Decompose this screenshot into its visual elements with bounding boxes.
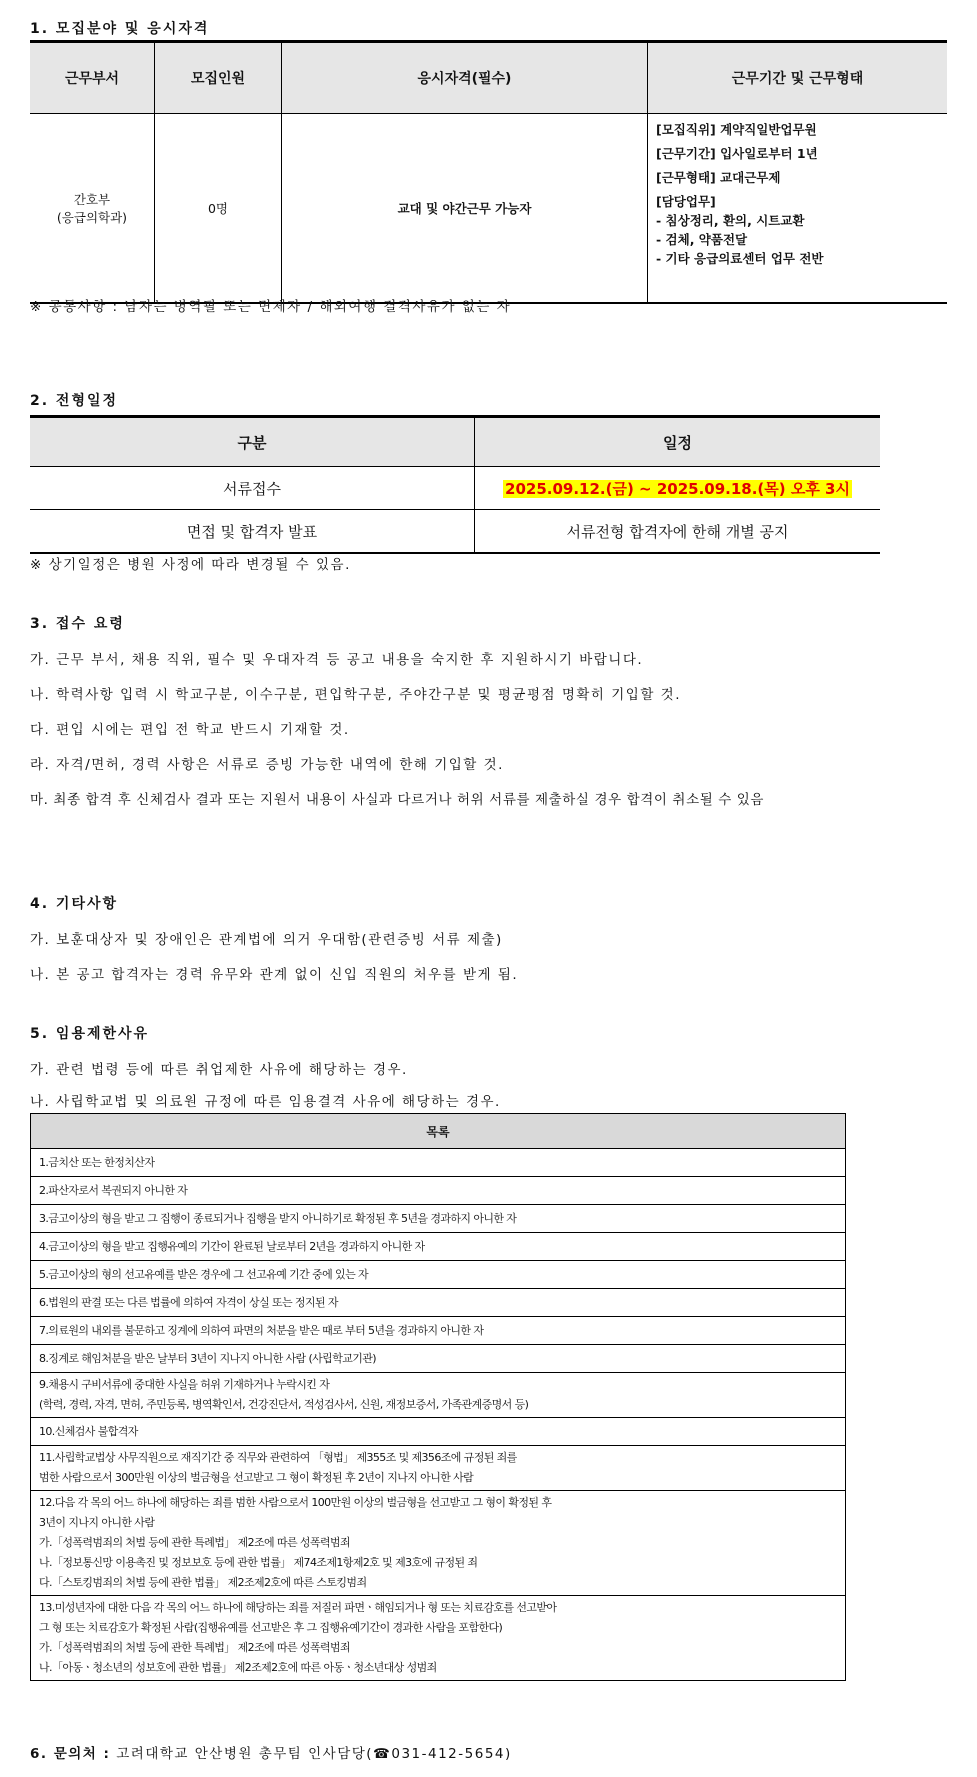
dept-line2: (응급의학과) — [56, 210, 128, 225]
row-text: 그 형 또는 치료감호가 확정된 사람(집행유예를 선고받은 후 그 집행유예기간이 경과한 사람을 포함한다) — [39, 1621, 503, 1634]
term-line: [모집직위] 계약직일반업무원 — [656, 122, 817, 137]
row-text: 3.금고이상의 형을 받고 그 집행이 종료되거나 집행을 받지 아니하기로 확정된 후 5년을 경과하지 아니한 자 — [39, 1211, 517, 1225]
apply-item: 라. 자격/면허, 경력 사항은 서류로 증빙 가능한 내역에 한해 기입할 것. — [30, 757, 504, 773]
table-row — [31, 1205, 846, 1233]
section1-title: 1. 모집분야 및 응시자격 — [30, 21, 210, 37]
term-line: - 검체, 약품전달 — [656, 232, 748, 247]
dept-line1: 간호부 — [73, 192, 111, 207]
disqualification-table — [30, 1113, 846, 1681]
row-text: 가.「성폭력범죄의 처벌 등에 관한 특례법」 제2조에 따른 성폭력범죄 — [39, 1536, 351, 1549]
row-text: 범한 사람으로서 300만원 이상의 벌금형을 선고받고 그 형이 확정된 후 2년이 지나지 아니한 사람 — [39, 1471, 474, 1484]
misc-item: 나. 본 공고 합격자는 경력 유무와 관계 없이 신입 직원의 처우를 받게 됨. — [30, 967, 519, 983]
row-text: 2.파산자로서 복권되지 아니한 자 — [39, 1183, 188, 1197]
section5-title: 5. 임용제한사유 — [30, 1026, 150, 1042]
row-text: (학력, 경력, 자격, 면허, 주민등록, 병역확인서, 건강진단서, 적성검사서, 신원, 재정보증서, 가족관계증명서 등) — [39, 1398, 529, 1411]
table-row — [31, 1317, 846, 1345]
row-text: 나.「아동ㆍ청소년의 성보호에 관한 법률」 제2조제2호에 따른 아동ㆍ청소년대상 성범죄 — [39, 1661, 437, 1674]
header-schedule: 일정 — [475, 417, 881, 467]
table-row — [31, 1446, 846, 1491]
table-row — [31, 1289, 846, 1317]
apply-item: 마. 최종 합격 후 신체검사 결과 또는 지원서 내용이 사실과 다르거나 허위 서류를 제출하실 경우 합격이 취소될 수 있음 — [30, 792, 765, 808]
section4-title: 4. 기타사항 — [30, 896, 119, 912]
highlighted-date: 2025.09.12.(금) ~ 2025.09.18.(목) 오후 3시 — [505, 479, 850, 498]
header-qualification: 응시자격(필수) — [282, 42, 648, 114]
section2-title: 2. 전형일정 — [30, 393, 119, 409]
cell-count: 0명 — [155, 114, 282, 304]
table-row — [31, 1596, 846, 1681]
row-text: 나.「정보통신망 이용촉진 및 정보보호 등에 관한 법률」 제74조제1항제2호 및 제3호에 규정된 죄 — [39, 1556, 478, 1569]
table-row — [31, 1373, 846, 1418]
table-row — [31, 1149, 846, 1177]
schedule-table — [30, 415, 880, 554]
row-text: 가.「성폭력범죄의 처벌 등에 관한 특례법」 제2조에 따른 성폭력범죄 — [39, 1641, 351, 1654]
row-text: 10.신체검사 불합격자 — [39, 1424, 138, 1438]
schedule-value: 서류전형 합격자에 한해 개별 공지 — [475, 510, 881, 554]
row-text: 6.법원의 판결 또는 다른 법률에 의하여 자격이 상실 또는 정지된 자 — [39, 1295, 338, 1309]
term-line: [근무기간] 입사일로부터 1년 — [656, 146, 818, 161]
table-row — [31, 1261, 846, 1289]
table-row — [31, 1233, 846, 1261]
section1-note: ※ 공통사항 : 남자는 병역필 또는 면제자 / 해외여행 결격사유가 없는 자 — [30, 299, 512, 315]
row-text: 9.채용시 구비서류에 중대한 사실을 허위 기재하거나 누락시킨 자 — [39, 1378, 330, 1391]
row-text: 3년이 지나지 아니한 사람 — [39, 1516, 155, 1529]
section2-note: ※ 상기일정은 병원 사정에 따라 변경될 수 있음. — [30, 557, 351, 573]
header-dept: 근무부서 — [30, 42, 155, 114]
contact-label: 6. 문의처 : — [30, 1746, 111, 1762]
contact — [30, 1742, 512, 1762]
apply-item: 다. 편입 시에는 편입 전 학교 반드시 기재할 것. — [30, 722, 350, 738]
table-row — [31, 1177, 846, 1205]
apply-item: 나. 학력사항 입력 시 학교구분, 이수구분, 편입학구분, 주야간구분 및 평균평점 명확히 기입할 것. — [30, 687, 682, 703]
apply-item: 가. 근무 부서, 채용 직위, 필수 및 우대자격 등 공고 내용을 숙지한 후 지원하시기 바랍니다. — [30, 652, 644, 668]
header-terms: 근무기간 및 근무형태 — [648, 42, 948, 114]
row-text: 11.사립학교법상 사무직원으로 재직기간 중 직무와 관련하여 「형법」 제355조 및 제356조에 규정된 죄를 — [39, 1451, 517, 1464]
contact-value: 고려대학교 안산병원 총무팀 인사담당(☎031-412-5654) — [116, 1746, 512, 1762]
restriction-item: 나. 사립학교법 및 의료원 규정에 따른 임용결격 사유에 해당하는 경우. — [30, 1094, 501, 1110]
table-row — [31, 1345, 846, 1373]
cell-terms — [648, 114, 948, 304]
row-text: 다.「스토킹범죄의 처벌 등에 관한 법률」 제2조제2호에 따른 스토킹범죄 — [39, 1576, 367, 1589]
row-text: 13.미성년자에 대한 다음 각 목의 어느 하나에 해당하는 죄를 저질러 파면ㆍ해임되거나 형 또는 치료감호를 선고받아 — [39, 1601, 557, 1614]
row-text: 8.징계로 해임처분을 받은 날부터 3년이 지나지 아니한 사람 (사립학교기관) — [39, 1351, 377, 1365]
header-count: 모집인원 — [155, 42, 282, 114]
cell-dept — [30, 114, 155, 304]
term-line: - 침상정리, 환의, 시트교환 — [656, 213, 805, 228]
term-line: [담당업무] — [656, 194, 716, 209]
header-category: 구분 — [30, 417, 475, 467]
table-row — [31, 1418, 846, 1446]
schedule-label: 서류접수 — [30, 467, 475, 510]
term-line: [근무형태] 교대근무제 — [656, 170, 781, 185]
cell-qualification: 교대 및 야간근무 가능자 — [282, 114, 648, 304]
row-text: 5.금고이상의 형의 선고유예를 받은 경우에 그 선고유예 기간 중에 있는 자 — [39, 1267, 369, 1281]
row-text: 1.금치산 또는 한정치산자 — [39, 1155, 155, 1169]
schedule-label: 면접 및 합격자 발표 — [186, 522, 318, 541]
table-row — [31, 1491, 846, 1596]
row-text: 12.다음 각 목의 어느 하나에 해당하는 죄를 범한 사람으로서 100만원 이상의 벌금형을 선고받고 그 형이 확정된 후 — [39, 1496, 552, 1509]
table-header: 목록 — [31, 1114, 846, 1149]
section3-title: 3. 접수 요령 — [30, 616, 125, 632]
row-text: 7.의료원의 내외를 불문하고 징계에 의하여 파면의 처분을 받은 때로 부터 5년을 경과하지 아니한 자 — [39, 1323, 484, 1337]
misc-item: 가. 보훈대상자 및 장애인은 관계법에 의거 우대함(관련증빙 서류 제출) — [30, 932, 503, 948]
restriction-item: 가. 관련 법령 등에 따른 취업제한 사유에 해당하는 경우. — [30, 1062, 408, 1078]
term-line: - 기타 응급의료센터 업무 전반 — [656, 251, 824, 266]
schedule-value — [475, 467, 881, 510]
recruit-table — [30, 40, 947, 304]
row-text: 4.금고이상의 형을 받고 집행유예의 기간이 완료된 날로부터 2년을 경과하지 아니한 자 — [39, 1239, 425, 1253]
